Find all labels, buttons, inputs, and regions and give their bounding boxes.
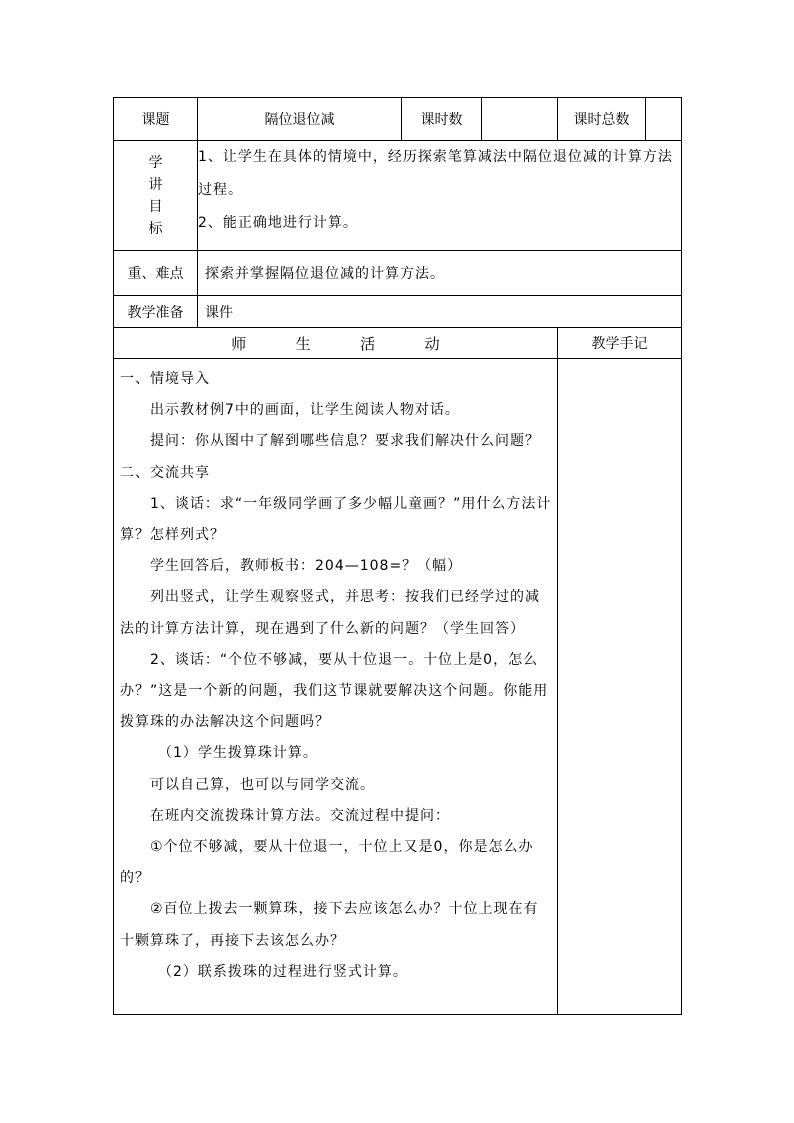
activity-content (114, 359, 558, 1015)
notes-heading: 教学手记 (558, 328, 682, 359)
notes-content (558, 359, 682, 1015)
total-periods-value (646, 98, 682, 141)
periods-label: 课时数 (402, 98, 482, 141)
goals-label-char: 讲 (148, 176, 163, 193)
periods-value (482, 98, 558, 141)
goals-label-char: 目 (148, 198, 163, 215)
paragraph: 出示教材例7中的画面，让学生阅读人物对话。 (150, 402, 460, 419)
goals-content (198, 141, 682, 251)
goals-label-char: 标 (148, 220, 163, 237)
paragraph: 列出竖式，让学生观察竖式，并思考：按我们已经学过的减法的计算方法计算，现在遇到了什么新的问题？（学生回答） (120, 589, 540, 637)
activity-heading-char: 活 (360, 334, 376, 353)
section-heading: 一、情境导入 (120, 371, 210, 387)
activity-heading-char: 动 (424, 334, 440, 353)
goals-label-char: 学 (148, 154, 163, 171)
paragraph: （2）联系拨珠的过程进行竖式计算。 (158, 963, 408, 980)
section-heading: 二、交流共享 (120, 464, 210, 481)
goal-item: 1、让学生在具体的情境中，经历探索笔算减法中隔位退位减的计算方法过程。 (198, 149, 673, 198)
activity-heading (114, 328, 558, 359)
goal-item: 2、能正确地进行计算。 (198, 215, 358, 231)
paragraph: 在班内交流拨珠计算方法。交流过程中提问： (150, 807, 450, 824)
preparation-label: 教学准备 (114, 296, 198, 328)
activity-heading-char: 生 (295, 334, 311, 353)
lesson-plan-table (113, 97, 682, 1015)
preparation-value: 课件 (198, 296, 682, 328)
key-points-label: 重、难点 (114, 251, 198, 296)
paragraph: 2、谈话：“个位不够减，要从十位退一。十位上是0，怎么办？”这是一个新的问题，我们这节课就要解决这个问题。你能用拨算珠的办法解决这个问题吗？ (120, 651, 549, 731)
key-points-value: 探索并掌握隔位退位减的计算方法。 (198, 251, 682, 296)
paragraph: （1）学生拨算珠计算。 (158, 745, 318, 762)
paragraph: 1、谈话：求“一年级同学画了多少幅儿童画？”用什么方法计算？怎样列式？ (120, 495, 552, 544)
total-periods-label: 课时总数 (558, 98, 646, 141)
paragraph: ①个位不够减，要从十位退一，十位上又是0，你是怎么办的？ (120, 839, 534, 887)
paragraph: 可以自己算，也可以与同学交流。 (150, 776, 375, 793)
topic-value: 隔位退位减 (198, 98, 402, 141)
paragraph: ②百位上拨去一颗算珠，接下去应该怎么办？十位上现在有十颗算珠了，再接下去该怎么办？ (120, 901, 539, 949)
goals-label (114, 141, 198, 251)
topic-label: 课题 (114, 98, 198, 141)
activity-heading-char: 师 (231, 334, 247, 353)
paragraph: 学生回答后，教师板书：204—108=？（幅） (150, 558, 463, 575)
paragraph: 提问：你从图中了解到哪些信息？要求我们解决什么问题？ (150, 433, 540, 450)
